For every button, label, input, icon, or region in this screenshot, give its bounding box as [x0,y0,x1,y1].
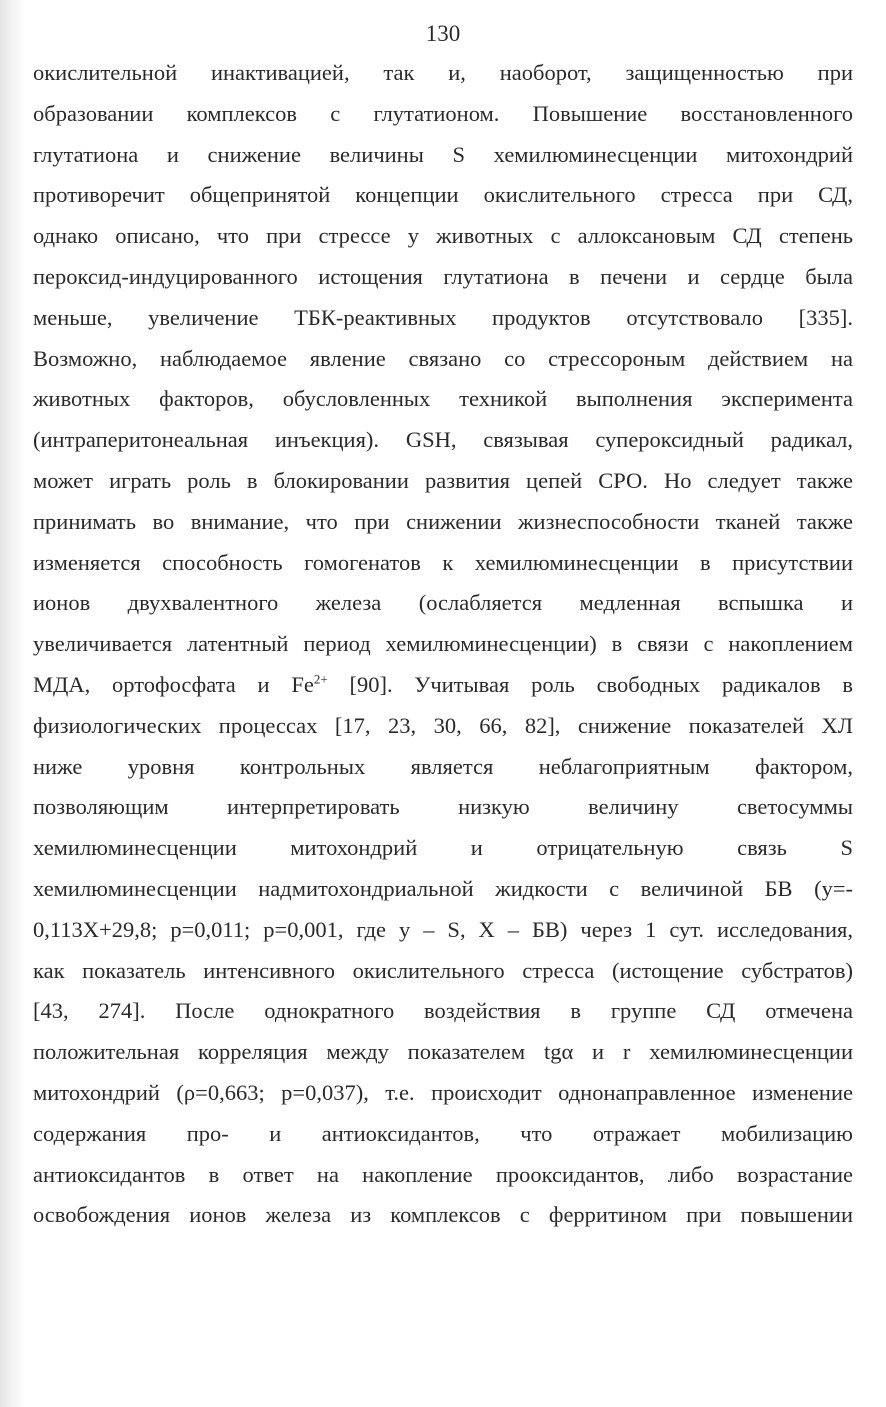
text-line: освобождения ионов железа из комплексов с ферритином при повышении [33,1202,853,1228]
mda-text-continued: [90]. Учитывая роль свободных радикалов в [327,671,853,697]
text-line: животных факторов, обусловленных техникой выполнения эксперимента [33,386,853,412]
text-line: физиологических процессах [17, 23, 30, 66, 82], снижение показателей ХЛ [33,712,853,738]
text-line: митохондрий (ρ=0,663; p=0,037), т.е. происходит однонаправленное изменение [33,1079,853,1105]
text-line: 0,113X+29,8; p=0,011; p=0,001, где y – S, X – БВ) через 1 сут. исследования, [33,916,853,942]
text-line: глутатиона и снижение величины S хемилюминесценции митохондрий [33,141,853,167]
body-text [33,53,853,1236]
text-line: положительная корреляция между показателем tgα и r хемилюминесценции [33,1039,853,1065]
text-line: ниже уровня контрольных является неблагоприятным фактором, [33,753,853,779]
text-line-with-superscript [33,665,853,706]
text-line: увеличивается латентный период хемилюминесценции) в связи с накоплением [33,631,853,657]
text-line: меньше, увеличение ТБК-реактивных продуктов отсутствовало [335]. [33,304,853,330]
text-line: хемилюминесценции надмитохондриальной жидкости с величиной БВ (y=- [33,875,853,901]
page-number: 130 [425,21,461,46]
text-line: пероксид-индуцированного истощения глутатиона в печени и сердце была [33,263,853,289]
mda-text: МДА, ортофосфата и Fe [33,671,314,697]
text-line: окислительной инактивацией, так и, наоборот, защищенностью при [33,60,853,85]
text-line: принимать во внимание, что при снижении жизнеспособности тканей также [33,508,853,534]
text-line: содержания про- и антиоксидантов, что отражает мобилизацию [33,1120,853,1146]
text-line: изменяется способность гомогенатов к хемилюминесценции в присутствии [33,549,853,575]
text-line: ионов двухвалентного железа (ослабляется медленная вспышка и [33,590,853,616]
text-line: однако описано, что при стрессе у животных с аллоксановым СД степень [33,223,853,249]
text-line: Возможно, наблюдаемое явление связано со стрессороным действием на [33,345,853,371]
text-line: [43, 274]. После однократного воздействия в группе СД отмечена [33,998,853,1024]
text-line: (интраперитонеальная инъекция). GSH, связывая супероксидный радикал, [33,427,853,453]
text-line: может играть роль в блокировании развития цепей СРО. Но следует также [33,467,853,493]
scan-shadow [0,0,26,1407]
text-line: противоречит общепринятой концепции окислительного стресса при СД, [33,182,853,208]
text-line: антиоксидантов в ответ на накопление прооксидантов, либо возрастание [33,1161,853,1187]
text-line: как показатель интенсивного окислительного стресса (истощение субстратов) [33,957,853,983]
text-line: позволяющим интерпретировать низкую величину светосуммы [33,794,853,820]
iron-charge-superscript: 2+ [313,671,328,687]
text-line: образовании комплексов с глутатионом. Повышение восстановленного [33,100,853,126]
text-line: хемилюминесценции митохондрий и отрицательную связь S [33,835,853,861]
